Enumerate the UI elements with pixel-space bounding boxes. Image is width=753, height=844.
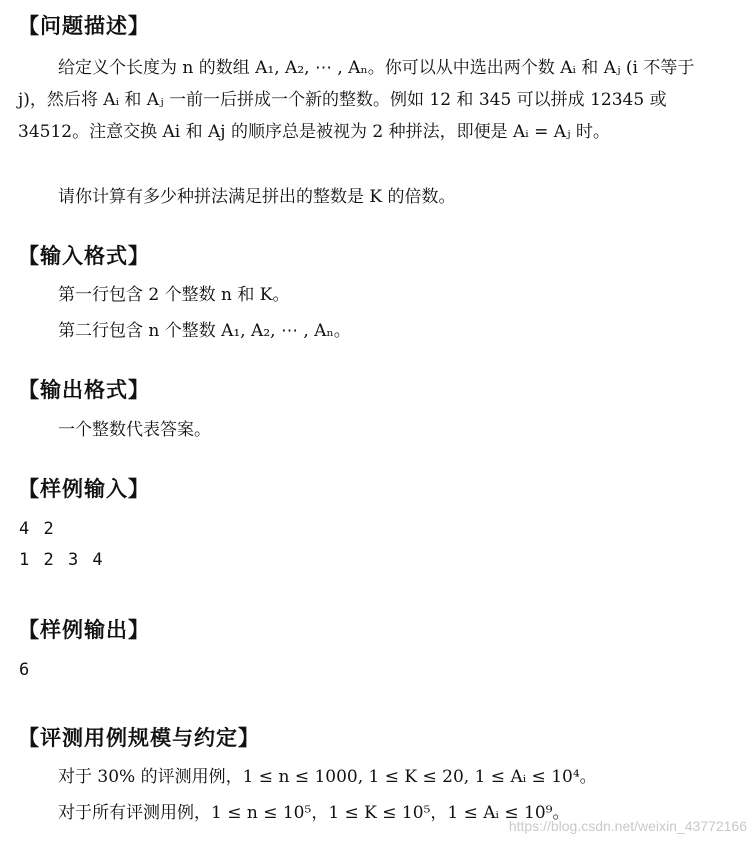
constraints-line-2: 对于所有评测用例，1 ≤ n ≤ 10⁵，1 ≤ K ≤ 10⁵，1 ≤ Aᵢ ≤ 10⁹。 — [58, 803, 570, 823]
problem-heading: 【问题描述】 — [18, 14, 150, 38]
watermark: https://blog.csdn.net/weixin_43772166 — [508, 818, 747, 834]
input-format-heading: 【输入格式】 — [18, 244, 150, 268]
input-format-line-1: 第一行包含 2 个整数 n 和 K。 — [58, 285, 290, 305]
sample-input-line-2: 1 2 3 4 — [19, 550, 105, 570]
output-format-heading: 【输出格式】 — [18, 378, 150, 402]
input-format-line-2: 第二行包含 n 个整数 A₁, A₂, ⋯ , Aₙ。 — [58, 321, 351, 341]
sample-output-heading: 【样例输出】 — [18, 618, 150, 642]
constraints-heading: 【评测用例规模与约定】 — [18, 726, 260, 750]
constraints-line-1: 对于 30% 的评测用例，1 ≤ n ≤ 1000, 1 ≤ K ≤ 20, 1 ≤ Aᵢ ≤ 10⁴。 — [58, 767, 597, 787]
problem-paragraph-2: 请你计算有多少种拼法满足拼出的整数是 K 的倍数。 — [58, 187, 456, 207]
problem-paragraph-1: 给定义个长度为 n 的数组 A₁, A₂, ⋯ , Aₙ。你可以从中选出两个数 Aᵢ 和 Aⱼ (i 不等于 j)，然后将 Aᵢ 和 Aⱼ 一前一后拼成一个新的整数。例如 12 和 345 可以拼成 12345 或 34512。注意交换 Ai 和 Aj 的顺序总是被视为 2 种拼法，即便是 Aᵢ = Aⱼ 时。 — [18, 58, 695, 142]
sample-output-line-1: 6 — [19, 660, 32, 680]
sample-input-heading: 【样例输入】 — [18, 477, 150, 501]
sample-input-line-1: 4 2 — [19, 519, 56, 539]
output-format-line-1: 一个整数代表答案。 — [58, 420, 211, 440]
